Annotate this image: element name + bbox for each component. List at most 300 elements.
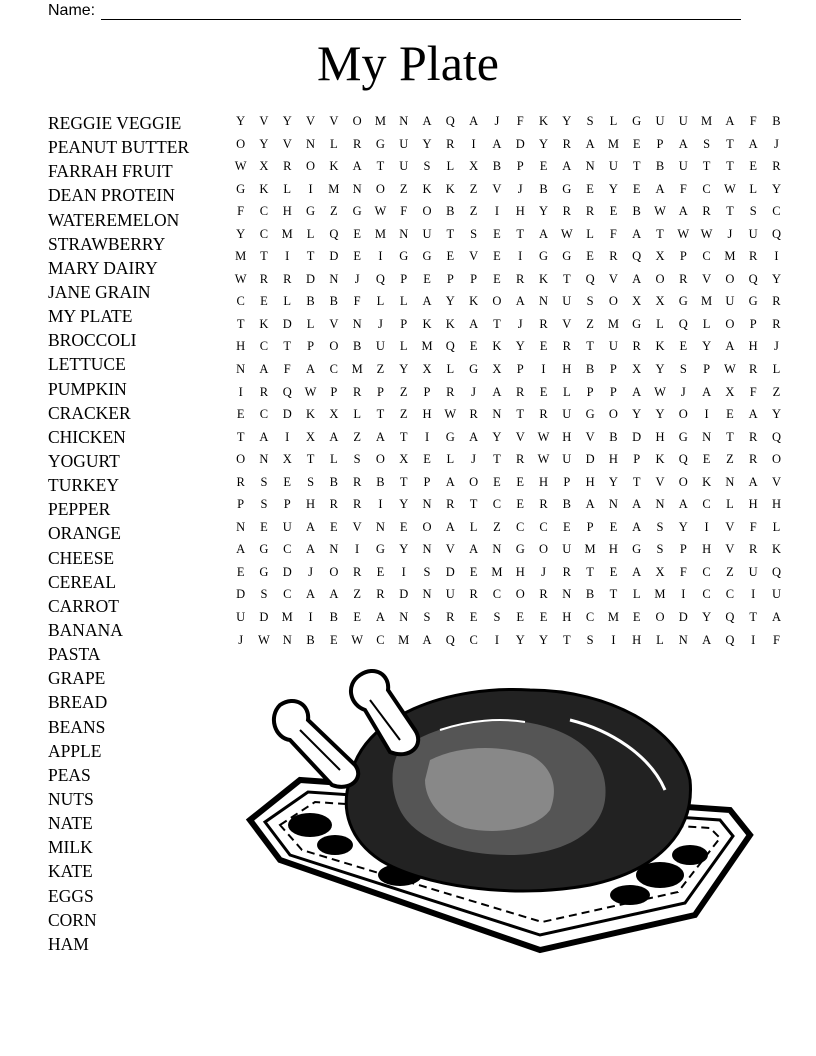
- grid-letter[interactable]: O: [725, 316, 735, 331]
- grid-letter[interactable]: A: [725, 339, 735, 354]
- grid-letter[interactable]: G: [562, 249, 572, 264]
- grid-letter[interactable]: A: [422, 632, 432, 647]
- grid-letter[interactable]: P: [703, 362, 711, 377]
- grid-letter[interactable]: Y: [538, 632, 549, 647]
- grid-letter[interactable]: G: [632, 114, 642, 128]
- grid-letter[interactable]: N: [422, 587, 432, 602]
- grid-letter[interactable]: L: [446, 362, 455, 377]
- grid-letter[interactable]: G: [445, 429, 455, 444]
- grid-letter[interactable]: W: [444, 407, 457, 422]
- grid-letter[interactable]: Z: [399, 181, 408, 196]
- grid-letter[interactable]: A: [702, 632, 712, 647]
- grid-letter[interactable]: J: [471, 452, 477, 467]
- grid-letter[interactable]: T: [562, 632, 571, 647]
- grid-letter[interactable]: Y: [702, 339, 712, 354]
- grid-letter[interactable]: O: [515, 587, 525, 602]
- grid-letter[interactable]: K: [445, 181, 455, 196]
- grid-letter[interactable]: Z: [469, 204, 478, 219]
- grid-letter[interactable]: U: [445, 587, 455, 602]
- grid-letter[interactable]: H: [562, 362, 572, 377]
- grid-letter[interactable]: S: [586, 294, 594, 309]
- grid-letter[interactable]: G: [562, 181, 572, 196]
- grid-letter[interactable]: I: [308, 181, 313, 196]
- grid-letter[interactable]: A: [702, 384, 712, 399]
- grid-letter[interactable]: N: [492, 542, 502, 557]
- grid-letter[interactable]: H: [608, 452, 618, 467]
- grid-letter[interactable]: E: [353, 226, 361, 241]
- grid-letter[interactable]: V: [725, 519, 735, 534]
- grid-letter[interactable]: I: [378, 497, 383, 512]
- name-blank-line[interactable]: [101, 5, 741, 20]
- grid-letter[interactable]: D: [515, 136, 525, 151]
- grid-letter[interactable]: T: [446, 226, 455, 241]
- grid-letter[interactable]: T: [283, 339, 292, 354]
- grid-letter[interactable]: V: [329, 316, 339, 331]
- grid-letter[interactable]: O: [771, 452, 781, 467]
- grid-letter[interactable]: V: [655, 474, 665, 489]
- grid-letter[interactable]: E: [586, 249, 594, 264]
- grid-letter[interactable]: S: [656, 519, 664, 534]
- grid-letter[interactable]: L: [772, 362, 781, 377]
- grid-letter[interactable]: Y: [538, 204, 549, 219]
- grid-letter[interactable]: E: [493, 226, 501, 241]
- grid-letter[interactable]: O: [492, 294, 502, 309]
- grid-letter[interactable]: I: [424, 429, 430, 444]
- grid-letter[interactable]: B: [539, 181, 548, 196]
- grid-letter[interactable]: Q: [282, 384, 292, 399]
- grid-letter[interactable]: C: [702, 497, 711, 512]
- grid-letter[interactable]: T: [726, 429, 734, 444]
- grid-letter[interactable]: M: [281, 226, 293, 241]
- grid-letter[interactable]: C: [702, 564, 711, 579]
- grid-letter[interactable]: S: [423, 564, 431, 579]
- grid-letter[interactable]: Y: [445, 294, 455, 309]
- grid-letter[interactable]: D: [678, 610, 688, 625]
- grid-letter[interactable]: K: [655, 339, 665, 354]
- grid-letter[interactable]: N: [399, 610, 409, 625]
- grid-letter[interactable]: T: [260, 249, 268, 264]
- grid-letter[interactable]: R: [632, 339, 641, 354]
- grid-letter[interactable]: C: [772, 204, 781, 219]
- grid-letter[interactable]: X: [655, 294, 665, 309]
- grid-letter[interactable]: K: [306, 407, 316, 422]
- grid-letter[interactable]: K: [538, 114, 549, 128]
- grid-letter[interactable]: B: [352, 339, 362, 354]
- grid-letter[interactable]: V: [585, 429, 595, 444]
- grid-letter[interactable]: W: [654, 384, 666, 399]
- grid-letter[interactable]: T: [376, 159, 385, 174]
- grid-letter[interactable]: T: [516, 407, 525, 422]
- grid-letter[interactable]: G: [375, 542, 385, 557]
- grid-letter[interactable]: O: [725, 271, 735, 286]
- grid-letter[interactable]: B: [562, 497, 571, 512]
- grid-letter[interactable]: T: [726, 136, 734, 151]
- grid-letter[interactable]: B: [492, 159, 502, 174]
- grid-letter[interactable]: S: [586, 632, 594, 647]
- grid-letter[interactable]: I: [518, 249, 523, 264]
- grid-letter[interactable]: R: [516, 452, 525, 467]
- grid-letter[interactable]: L: [469, 519, 478, 534]
- grid-letter[interactable]: L: [399, 294, 408, 309]
- grid-letter[interactable]: D: [259, 610, 269, 625]
- grid-letter[interactable]: B: [772, 114, 781, 128]
- grid-letter[interactable]: P: [586, 384, 594, 399]
- grid-letter[interactable]: E: [632, 610, 641, 625]
- grid-letter[interactable]: R: [446, 384, 455, 399]
- grid-letter[interactable]: Z: [330, 204, 338, 219]
- grid-letter[interactable]: N: [399, 114, 409, 128]
- grid-letter[interactable]: B: [306, 632, 315, 647]
- grid-letter[interactable]: E: [632, 181, 641, 196]
- grid-letter[interactable]: L: [306, 226, 315, 241]
- grid-letter[interactable]: O: [422, 519, 432, 534]
- grid-letter[interactable]: B: [306, 294, 315, 309]
- grid-letter[interactable]: N: [422, 497, 432, 512]
- grid-letter[interactable]: I: [774, 249, 779, 264]
- grid-letter[interactable]: J: [494, 114, 500, 128]
- grid-letter[interactable]: T: [562, 271, 571, 286]
- grid-letter[interactable]: M: [607, 610, 619, 625]
- grid-letter[interactable]: T: [632, 474, 641, 489]
- grid-letter[interactable]: H: [585, 474, 595, 489]
- grid-letter[interactable]: C: [236, 294, 245, 309]
- grid-letter[interactable]: R: [539, 587, 548, 602]
- grid-letter[interactable]: T: [586, 564, 594, 579]
- grid-letter[interactable]: A: [469, 316, 479, 331]
- grid-letter[interactable]: O: [236, 452, 246, 467]
- grid-letter[interactable]: B: [329, 474, 338, 489]
- grid-letter[interactable]: D: [445, 564, 455, 579]
- grid-letter[interactable]: R: [749, 452, 758, 467]
- grid-letter[interactable]: E: [330, 632, 338, 647]
- grid-letter[interactable]: H: [515, 564, 525, 579]
- grid-letter[interactable]: E: [353, 610, 361, 625]
- grid-letter[interactable]: O: [608, 407, 618, 422]
- grid-letter[interactable]: H: [748, 339, 758, 354]
- grid-letter[interactable]: U: [375, 339, 385, 354]
- grid-letter[interactable]: W: [700, 226, 713, 241]
- grid-letter[interactable]: H: [562, 610, 572, 625]
- grid-letter[interactable]: R: [539, 316, 548, 331]
- grid-letter[interactable]: R: [376, 587, 385, 602]
- grid-letter[interactable]: Y: [492, 429, 502, 444]
- grid-letter[interactable]: E: [469, 564, 478, 579]
- grid-letter[interactable]: N: [259, 452, 269, 467]
- grid-letter[interactable]: T: [702, 159, 711, 174]
- grid-letter[interactable]: F: [749, 384, 757, 399]
- grid-letter[interactable]: Y: [538, 136, 549, 151]
- grid-letter[interactable]: O: [375, 181, 385, 196]
- grid-letter[interactable]: N: [655, 497, 665, 512]
- grid-letter[interactable]: M: [701, 114, 713, 128]
- grid-letter[interactable]: I: [308, 610, 313, 625]
- grid-letter[interactable]: O: [236, 136, 246, 151]
- grid-letter[interactable]: Y: [655, 362, 665, 377]
- grid-letter[interactable]: E: [330, 519, 338, 534]
- grid-letter[interactable]: A: [585, 136, 595, 151]
- grid-letter[interactable]: A: [632, 564, 642, 579]
- grid-letter[interactable]: E: [726, 407, 734, 422]
- grid-letter[interactable]: W: [304, 384, 317, 399]
- grid-letter[interactable]: H: [655, 429, 665, 444]
- grid-letter[interactable]: Z: [469, 181, 478, 196]
- grid-letter[interactable]: O: [329, 564, 339, 579]
- grid-letter[interactable]: O: [678, 407, 688, 422]
- grid-letter[interactable]: S: [353, 452, 361, 467]
- grid-letter[interactable]: R: [539, 497, 548, 512]
- grid-letter[interactable]: R: [562, 204, 571, 219]
- grid-letter[interactable]: K: [259, 316, 269, 331]
- grid-letter[interactable]: F: [749, 114, 757, 128]
- grid-letter[interactable]: Y: [399, 542, 409, 557]
- grid-letter[interactable]: Y: [771, 181, 781, 196]
- grid-letter[interactable]: P: [563, 474, 571, 489]
- grid-letter[interactable]: Z: [353, 429, 361, 444]
- grid-letter[interactable]: M: [421, 339, 433, 354]
- grid-letter[interactable]: A: [259, 429, 269, 444]
- grid-letter[interactable]: V: [306, 114, 316, 128]
- grid-letter[interactable]: L: [306, 316, 315, 331]
- grid-letter[interactable]: T: [236, 316, 245, 331]
- grid-letter[interactable]: M: [374, 226, 386, 241]
- grid-letter[interactable]: K: [445, 316, 455, 331]
- grid-letter[interactable]: P: [400, 316, 408, 331]
- grid-letter[interactable]: G: [632, 316, 642, 331]
- grid-letter[interactable]: I: [378, 249, 383, 264]
- grid-letter[interactable]: S: [307, 474, 315, 489]
- grid-letter[interactable]: W: [234, 271, 247, 286]
- grid-letter[interactable]: G: [352, 204, 362, 219]
- grid-letter[interactable]: E: [236, 564, 245, 579]
- grid-letter[interactable]: R: [585, 204, 595, 219]
- grid-letter[interactable]: L: [586, 226, 594, 241]
- grid-letter[interactable]: J: [471, 384, 477, 399]
- grid-letter[interactable]: C: [539, 519, 548, 534]
- grid-letter[interactable]: U: [562, 452, 572, 467]
- grid-letter[interactable]: E: [446, 249, 455, 264]
- grid-letter[interactable]: E: [376, 564, 385, 579]
- grid-letter[interactable]: Z: [726, 452, 734, 467]
- grid-letter[interactable]: V: [702, 271, 712, 286]
- grid-letter[interactable]: X: [259, 159, 269, 174]
- grid-letter[interactable]: Q: [445, 339, 455, 354]
- grid-letter[interactable]: T: [493, 316, 501, 331]
- grid-letter[interactable]: J: [774, 339, 779, 354]
- grid-letter[interactable]: U: [748, 226, 758, 241]
- grid-letter[interactable]: E: [469, 339, 478, 354]
- grid-letter[interactable]: P: [283, 497, 291, 512]
- grid-letter[interactable]: W: [560, 226, 573, 241]
- grid-letter[interactable]: L: [376, 294, 385, 309]
- grid-letter[interactable]: N: [725, 474, 735, 489]
- grid-letter[interactable]: Q: [445, 114, 455, 128]
- grid-letter[interactable]: L: [702, 316, 711, 331]
- grid-letter[interactable]: R: [283, 159, 292, 174]
- grid-letter[interactable]: P: [307, 339, 315, 354]
- grid-letter[interactable]: A: [422, 294, 432, 309]
- grid-letter[interactable]: M: [374, 114, 386, 128]
- grid-letter[interactable]: A: [306, 542, 316, 557]
- grid-letter[interactable]: B: [329, 294, 338, 309]
- grid-letter[interactable]: Y: [771, 271, 781, 286]
- grid-letter[interactable]: L: [772, 519, 781, 534]
- grid-letter[interactable]: R: [516, 271, 525, 286]
- grid-letter[interactable]: M: [281, 610, 293, 625]
- grid-letter[interactable]: G: [259, 564, 269, 579]
- grid-letter[interactable]: H: [608, 542, 618, 557]
- grid-letter[interactable]: A: [748, 474, 758, 489]
- grid-letter[interactable]: A: [492, 384, 502, 399]
- grid-letter[interactable]: Y: [399, 497, 409, 512]
- grid-letter[interactable]: M: [235, 249, 247, 264]
- grid-letter[interactable]: A: [678, 136, 688, 151]
- grid-letter[interactable]: T: [306, 249, 315, 264]
- grid-letter[interactable]: M: [491, 564, 503, 579]
- grid-letter[interactable]: G: [259, 542, 269, 557]
- grid-letter[interactable]: V: [725, 542, 735, 557]
- grid-letter[interactable]: S: [260, 474, 268, 489]
- grid-letter[interactable]: I: [704, 407, 709, 422]
- grid-letter[interactable]: H: [538, 474, 549, 489]
- grid-letter[interactable]: M: [724, 249, 736, 264]
- grid-letter[interactable]: E: [236, 407, 245, 422]
- grid-letter[interactable]: Y: [702, 610, 712, 625]
- grid-letter[interactable]: O: [678, 474, 688, 489]
- grid-letter[interactable]: M: [607, 136, 619, 151]
- grid-letter[interactable]: L: [353, 407, 361, 422]
- grid-letter[interactable]: H: [282, 204, 292, 219]
- grid-letter[interactable]: F: [516, 114, 524, 128]
- grid-letter[interactable]: R: [562, 136, 571, 151]
- grid-letter[interactable]: O: [422, 204, 432, 219]
- grid-letter[interactable]: M: [607, 316, 619, 331]
- grid-letter[interactable]: C: [516, 519, 525, 534]
- grid-letter[interactable]: I: [704, 519, 709, 534]
- grid-letter[interactable]: A: [725, 114, 735, 128]
- grid-letter[interactable]: E: [423, 452, 431, 467]
- grid-letter[interactable]: Z: [493, 519, 501, 534]
- grid-letter[interactable]: E: [493, 249, 501, 264]
- grid-letter[interactable]: N: [236, 519, 246, 534]
- grid-letter[interactable]: W: [677, 226, 690, 241]
- grid-letter[interactable]: N: [352, 181, 362, 196]
- grid-letter[interactable]: E: [609, 204, 618, 219]
- grid-letter[interactable]: R: [446, 136, 455, 151]
- grid-letter[interactable]: O: [306, 159, 316, 174]
- grid-letter[interactable]: P: [679, 249, 687, 264]
- grid-letter[interactable]: H: [702, 542, 712, 557]
- grid-letter[interactable]: I: [401, 564, 406, 579]
- grid-letter[interactable]: N: [352, 316, 362, 331]
- grid-letter[interactable]: O: [655, 271, 665, 286]
- grid-letter[interactable]: X: [399, 452, 409, 467]
- grid-letter[interactable]: Q: [632, 249, 642, 264]
- grid-letter[interactable]: U: [678, 159, 688, 174]
- grid-letter[interactable]: P: [586, 519, 594, 534]
- grid-letter[interactable]: A: [329, 429, 339, 444]
- grid-letter[interactable]: E: [353, 249, 361, 264]
- grid-letter[interactable]: K: [259, 181, 269, 196]
- grid-letter[interactable]: X: [632, 294, 642, 309]
- grid-letter[interactable]: H: [562, 429, 572, 444]
- grid-letter[interactable]: P: [609, 362, 617, 377]
- grid-letter[interactable]: V: [282, 136, 292, 151]
- grid-letter[interactable]: G: [748, 294, 758, 309]
- grid-letter[interactable]: E: [749, 159, 757, 174]
- grid-letter[interactable]: Z: [586, 316, 594, 331]
- grid-letter[interactable]: Y: [515, 632, 525, 647]
- grid-letter[interactable]: Z: [772, 384, 781, 399]
- grid-letter[interactable]: B: [585, 587, 595, 602]
- grid-letter[interactable]: P: [609, 384, 617, 399]
- grid-letter[interactable]: G: [585, 407, 595, 422]
- grid-letter[interactable]: A: [492, 136, 502, 151]
- grid-letter[interactable]: Q: [375, 271, 385, 286]
- grid-letter[interactable]: S: [586, 114, 594, 128]
- grid-letter[interactable]: Q: [585, 271, 595, 286]
- grid-letter[interactable]: L: [330, 136, 338, 151]
- grid-letter[interactable]: E: [539, 339, 548, 354]
- grid-letter[interactable]: R: [469, 407, 478, 422]
- grid-letter[interactable]: R: [352, 474, 362, 489]
- grid-letter[interactable]: X: [655, 564, 665, 579]
- grid-letter[interactable]: H: [632, 632, 642, 647]
- grid-letter[interactable]: S: [423, 610, 431, 625]
- grid-letter[interactable]: V: [469, 249, 479, 264]
- grid-letter[interactable]: Q: [725, 632, 735, 647]
- grid-letter[interactable]: A: [632, 497, 642, 512]
- grid-letter[interactable]: R: [562, 564, 571, 579]
- grid-letter[interactable]: S: [656, 542, 664, 557]
- grid-letter[interactable]: C: [492, 497, 502, 512]
- grid-letter[interactable]: W: [258, 632, 270, 647]
- grid-letter[interactable]: R: [446, 497, 455, 512]
- grid-letter[interactable]: X: [329, 407, 339, 422]
- grid-letter[interactable]: R: [749, 362, 758, 377]
- grid-letter[interactable]: C: [259, 226, 269, 241]
- grid-letter[interactable]: B: [609, 429, 618, 444]
- grid-letter[interactable]: L: [749, 181, 757, 196]
- grid-letter[interactable]: X: [306, 429, 316, 444]
- grid-letter[interactable]: I: [238, 384, 243, 399]
- grid-letter[interactable]: W: [537, 429, 550, 444]
- grid-letter[interactable]: P: [423, 384, 431, 399]
- grid-letter[interactable]: Q: [771, 564, 781, 579]
- grid-letter[interactable]: K: [771, 542, 781, 557]
- grid-letter[interactable]: A: [771, 610, 781, 625]
- grid-letter[interactable]: A: [469, 114, 479, 128]
- grid-letter[interactable]: R: [352, 384, 362, 399]
- grid-letter[interactable]: I: [285, 249, 290, 264]
- grid-letter[interactable]: G: [469, 362, 479, 377]
- grid-letter[interactable]: R: [749, 429, 758, 444]
- grid-letter[interactable]: N: [329, 271, 339, 286]
- grid-letter[interactable]: E: [609, 564, 618, 579]
- grid-letter[interactable]: U: [608, 159, 618, 174]
- grid-letter[interactable]: Y: [678, 519, 688, 534]
- grid-letter[interactable]: R: [679, 271, 688, 286]
- grid-letter[interactable]: Q: [329, 226, 339, 241]
- grid-letter[interactable]: C: [702, 587, 711, 602]
- grid-letter[interactable]: S: [260, 497, 268, 512]
- grid-letter[interactable]: A: [469, 542, 479, 557]
- grid-letter[interactable]: N: [585, 159, 595, 174]
- grid-letter[interactable]: E: [679, 339, 688, 354]
- grid-letter[interactable]: A: [632, 226, 642, 241]
- grid-letter[interactable]: R: [516, 384, 525, 399]
- grid-letter[interactable]: F: [237, 204, 245, 219]
- grid-letter[interactable]: V: [492, 181, 502, 196]
